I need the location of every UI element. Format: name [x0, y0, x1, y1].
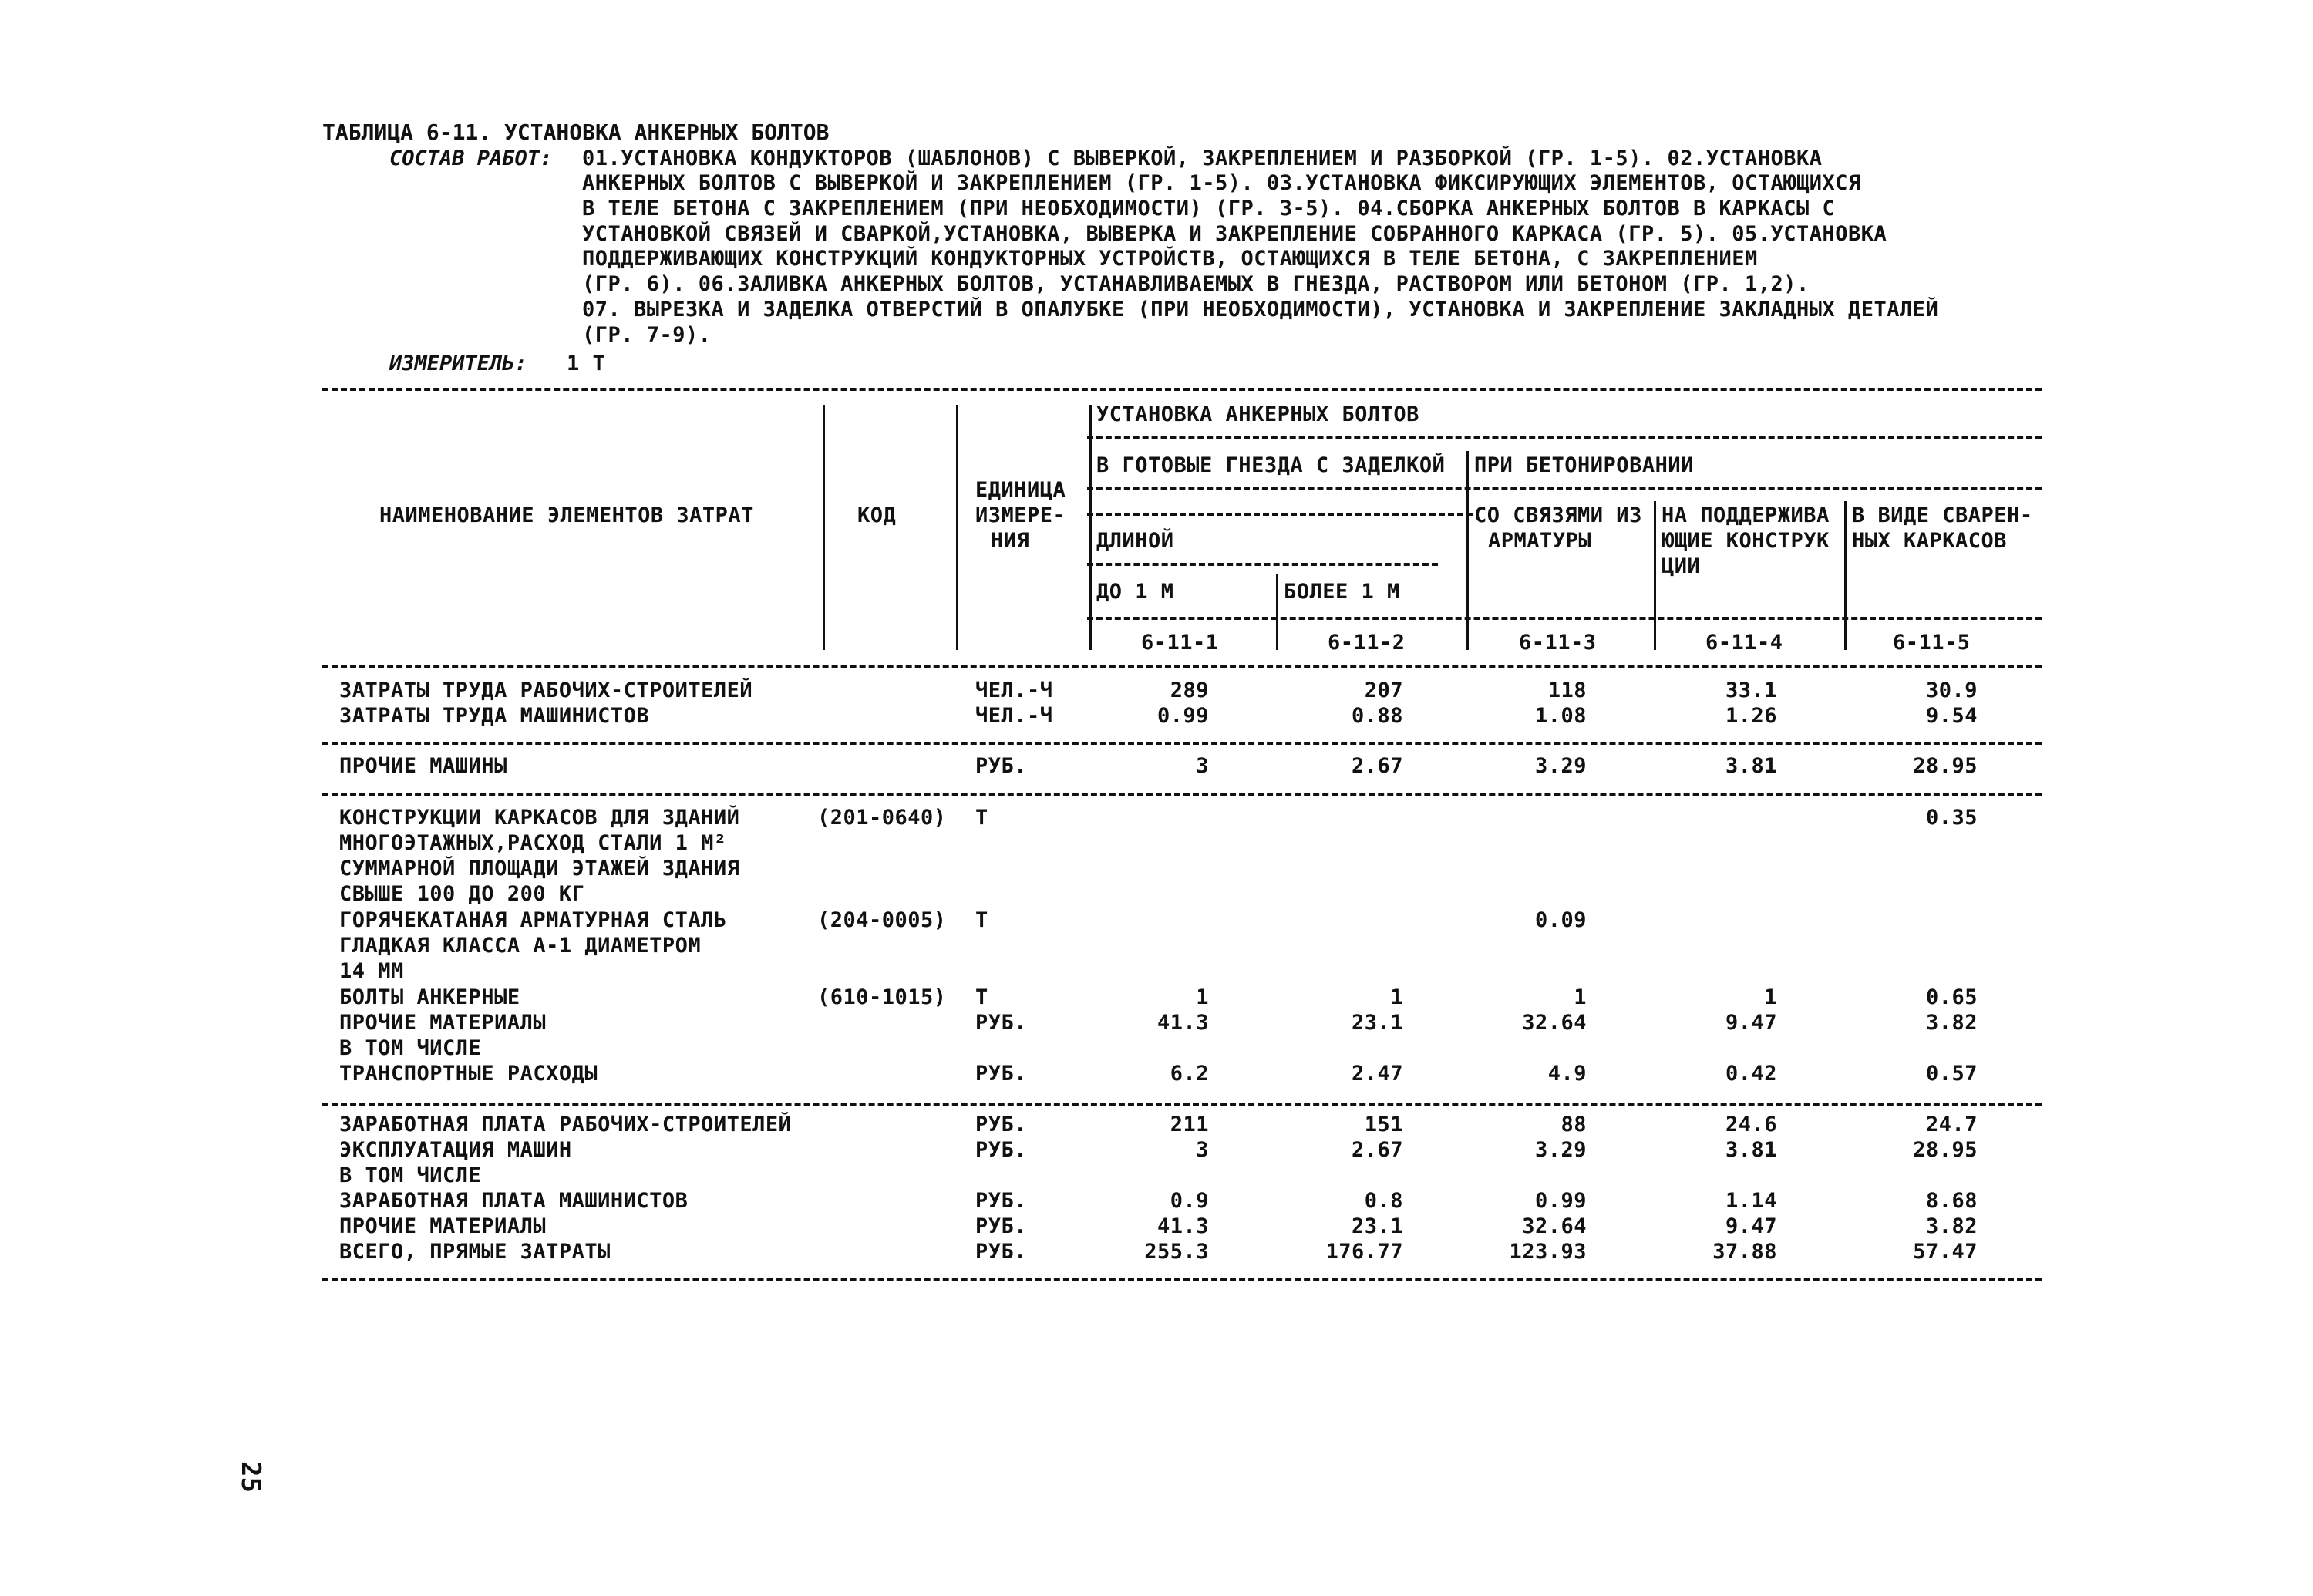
row-name: МНОГОЭТАЖНЫХ,РАСХОД СТАЛИ 1 М² [339, 831, 727, 855]
rule-upto [1087, 563, 1438, 566]
row-name: 14 ММ [339, 959, 404, 983]
rule-group [1087, 436, 2042, 439]
row-value: 24.6 [1725, 1113, 1777, 1136]
row-name: ЗАРАБОТНАЯ ПЛАТА РАБОЧИХ-СТРОИТЕЛЕЙ [339, 1113, 792, 1136]
composition-line: В ТЕЛЕ БЕТОНА С ЗАКРЕПЛЕНИЕМ (ПРИ НЕОБХОДИМОСТИ) (ГР. 3-5). 04.СБОРКА АНКЕРНЫХ БОЛТОВ В КАРКАСЫ С [582, 197, 1836, 221]
row-unit: РУБ. [975, 1240, 1028, 1264]
sep-code-unit [956, 405, 958, 650]
row-value: 4.9 [1547, 1062, 1587, 1086]
row-value: 0.35 [1925, 806, 1978, 830]
rule-len [1087, 513, 1473, 516]
row-value: 0.09 [1534, 908, 1587, 932]
row-value: 33.1 [1725, 678, 1777, 702]
header-code: КОД [857, 503, 897, 527]
row-value: 23.1 [1351, 1011, 1403, 1035]
row-value: 3.29 [1534, 754, 1587, 778]
composition-line: (ГР. 7-9). [582, 323, 712, 347]
row-name: ЗАТРАТЫ ТРУДА МАШИНИСТОВ [339, 704, 650, 728]
header-ties-1: СО СВЯЗЯМИ ИЗ [1474, 503, 1642, 527]
row-value: 88 [1561, 1113, 1587, 1136]
row-value: 2.67 [1351, 754, 1403, 778]
row-name: СУММАРНОЙ ПЛОЩАДИ ЭТАЖЕЙ ЗДАНИЯ [339, 857, 740, 880]
header-ready-nests: В ГОТОВЫЕ ГНЕЗДА С ЗАДЕЛКОЙ [1096, 453, 1446, 477]
row-value: 118 [1547, 678, 1587, 702]
header-unit-2: ИЗМЕРЕ- [975, 503, 1066, 527]
header-concreting: ПРИ БЕТОНИРОВАНИИ [1474, 453, 1694, 477]
header-support-1: НА ПОДДЕРЖИВА [1662, 503, 1830, 527]
row-value: 3.82 [1925, 1011, 1978, 1035]
row-unit: РУБ. [975, 1113, 1028, 1136]
rule-1 [322, 742, 2042, 745]
row-value: 0.99 [1156, 704, 1209, 728]
row-name: ВСЕГО, ПРЯМЫЕ ЗАТРАТЫ [339, 1240, 611, 1264]
row-name: ЗАТРАТЫ ТРУДА РАБОЧИХ-СТРОИТЕЛЕЙ [339, 678, 753, 702]
row-unit: РУБ. [975, 754, 1028, 778]
row-unit: Т [975, 908, 988, 932]
row-name: ПРОЧИЕ МАТЕРИАЛЫ [339, 1214, 547, 1238]
row-value: 1 [1196, 985, 1209, 1009]
row-value: 3 [1196, 1138, 1209, 1162]
row-name: КОНСТРУКЦИИ КАРКАСОВ ДЛЯ ЗДАНИЙ [339, 806, 740, 830]
composition-line: 01.УСТАНОВКА КОНДУКТОРОВ (ШАБЛОНОВ) С ВЫВЕРКОЙ, ЗАКРЕПЛЕНИЕМ И РАЗБОРКОЙ (ГР. 1-5). 02.УСТАНОВКА [582, 146, 1823, 170]
row-name: БОЛТЫ АНКЕРНЫЕ [339, 985, 520, 1009]
row-unit: РУБ. [975, 1214, 1028, 1238]
row-value: 0.9 [1170, 1189, 1209, 1213]
row-value: 0.88 [1351, 704, 1403, 728]
row-value: 0.65 [1925, 985, 1978, 1009]
row-value: 3.81 [1725, 1138, 1777, 1162]
row-value: 8.68 [1925, 1189, 1978, 1213]
rule-top [322, 388, 2042, 391]
header-code-4: 6-11-4 [1705, 631, 1783, 655]
row-value: 0.99 [1534, 1189, 1587, 1213]
row-value: 41.3 [1156, 1214, 1209, 1238]
row-name: В ТОМ ЧИСЛЕ [339, 1163, 482, 1187]
row-name: СВЫШЕ 100 ДО 200 КГ [339, 882, 585, 906]
header-ties-2: АРМАТУРЫ [1488, 529, 1592, 553]
sep-ties-support [1654, 501, 1656, 650]
row-value: 3.29 [1534, 1138, 1587, 1162]
header-group: УСТАНОВКА АНКЕРНЫХ БОЛТОВ [1096, 402, 1419, 426]
row-value: 0.8 [1364, 1189, 1403, 1213]
row-value: 9.47 [1725, 1011, 1777, 1035]
row-value: 9.54 [1925, 704, 1978, 728]
row-value: 0.57 [1925, 1062, 1978, 1086]
row-value: 9.47 [1725, 1214, 1777, 1238]
row-value: 211 [1170, 1113, 1209, 1136]
row-value: 1.26 [1725, 704, 1777, 728]
header-unit-1: ЕДИНИЦА [975, 478, 1066, 502]
row-unit: РУБ. [975, 1011, 1028, 1035]
row-unit: РУБ. [975, 1189, 1028, 1213]
row-value: 176.77 [1325, 1240, 1403, 1264]
row-name: ЭКСПЛУАТАЦИЯ МАШИН [339, 1138, 572, 1162]
rule-bottom [322, 1278, 2042, 1281]
header-code-5: 6-11-5 [1893, 631, 1971, 655]
row-name: ГОРЯЧЕКАТАНАЯ АРМАТУРНАЯ СТАЛЬ [339, 908, 727, 932]
row-value: 0.42 [1725, 1062, 1777, 1086]
row-unit: Т [975, 806, 988, 830]
composition-line: УСТАНОВКОЙ СВЯЗЕЙ И СВАРКОЙ,УСТАНОВКА, ВЫВЕРКА И ЗАКРЕПЛЕНИЕ СОБРАННОГО КАРКАСА (ГР. 5). 05.УСТАНОВКА [582, 222, 1887, 246]
header-length: ДЛИНОЙ [1096, 529, 1174, 553]
row-value: 57.47 [1913, 1240, 1978, 1264]
composition-line: 07. ВЫРЕЗКА И ЗАДЕЛКА ОТВЕРСТИЙ В ОПАЛУБКЕ (ПРИ НЕОБХОДИМОСТИ), УСТАНОВКА И ЗАКРЕПЛЕНИЕ ЗАКЛАДНЫХ ДЕТАЛЕЙ [582, 298, 1939, 322]
row-value: 3 [1196, 754, 1209, 778]
row-value: 30.9 [1925, 678, 1978, 702]
row-value: 1 [1390, 985, 1403, 1009]
header-over1: БОЛЕЕ 1 М [1284, 580, 1400, 604]
row-unit: РУБ. [975, 1062, 1028, 1086]
row-value: 1.08 [1534, 704, 1587, 728]
row-name: ПРОЧИЕ МАШИНЫ [339, 754, 507, 778]
row-name: ТРАНСПОРТНЫЕ РАСХОДЫ [339, 1062, 598, 1086]
row-value: 28.95 [1913, 1138, 1978, 1162]
header-support-2: ЮЩИЕ КОНСТРУК [1662, 529, 1830, 553]
row-name: ПРОЧИЕ МАТЕРИАЛЫ [339, 1011, 547, 1035]
row-code: (610-1015) [817, 985, 947, 1009]
sep-unit-group [1089, 405, 1092, 650]
header-unit-3: НИЯ [991, 529, 1030, 553]
row-value: 6.2 [1170, 1062, 1209, 1086]
rule-header-bottom [322, 665, 2042, 668]
row-value: 2.67 [1351, 1138, 1403, 1162]
rule-3 [322, 1103, 2042, 1106]
row-value: 1 [1764, 985, 1777, 1009]
row-code: (201-0640) [817, 806, 947, 830]
measure-value: 1 Т [567, 352, 606, 375]
row-value: 123.93 [1509, 1240, 1587, 1264]
row-code: (204-0005) [817, 908, 947, 932]
header-code-1: 6-11-1 [1141, 631, 1219, 655]
header-name: НАИМЕНОВАНИЕ ЭЛЕМЕНТОВ ЗАТРАТ [379, 503, 754, 527]
sep-upto-over [1276, 574, 1278, 650]
sep-name-code [823, 405, 825, 650]
sep-ready-conc [1466, 451, 1469, 650]
row-value: 32.64 [1522, 1011, 1587, 1035]
row-value: 151 [1364, 1113, 1403, 1136]
row-value: 2.47 [1351, 1062, 1403, 1086]
header-upto1: ДО 1 М [1096, 580, 1174, 604]
composition-label: СОСТАВ РАБОТ: [389, 146, 553, 170]
row-value: 28.95 [1913, 754, 1978, 778]
row-value: 3.82 [1925, 1214, 1978, 1238]
header-welded-2: НЫХ КАРКАСОВ [1852, 529, 2008, 553]
composition-line: АНКЕРНЫХ БОЛТОВ С ВЫВЕРКОЙ И ЗАКРЕПЛЕНИЕМ (ГР. 1-5). 03.УСТАНОВКА ФИКСИРУЮЩИХ ЭЛЕМЕНТОВ, ОСТАЮЩИХСЯ [582, 171, 1861, 195]
row-value: 1.14 [1725, 1189, 1777, 1213]
header-code-3: 6-11-3 [1519, 631, 1597, 655]
sep-support-welded [1844, 501, 1847, 650]
header-support-3: ЦИИ [1662, 554, 1701, 578]
row-value: 23.1 [1351, 1214, 1403, 1238]
rule-sub [1087, 487, 2042, 490]
row-value: 37.88 [1712, 1240, 1777, 1264]
row-value: 3.81 [1725, 754, 1777, 778]
page-number: 25 [235, 1461, 266, 1493]
composition-line: (ГР. 6). 06.ЗАЛИВКА АНКЕРНЫХ БОЛТОВ, УСТАНАВЛИВАЕМЫХ В ГНЕЗДА, РАСТВОРОМ ИЛИ БЕТОНОМ (ГР. 1,2). [582, 272, 1810, 296]
row-value: 41.3 [1156, 1011, 1209, 1035]
row-unit: ЧЕЛ.-Ч [975, 704, 1053, 728]
row-name: ГЛАДКАЯ КЛАССА А-1 ДИАМЕТРОМ [339, 934, 702, 958]
measure-label: ИЗМЕРИТЕЛЬ: [389, 352, 527, 375]
row-value: 1 [1574, 985, 1587, 1009]
composition-line: ПОДДЕРЖИВАЮЩИХ КОНСТРУКЦИЙ КОНДУКТОРНЫХ УСТРОЙСТВ, ОСТАЮЩИХСЯ В ТЕЛЕ БЕТОНА, С ЗАКРЕПЛЕНИЕМ [582, 247, 1758, 271]
rule-codes [1087, 617, 2042, 620]
row-value: 24.7 [1925, 1113, 1978, 1136]
row-unit: РУБ. [975, 1138, 1028, 1162]
row-value: 207 [1364, 678, 1403, 702]
row-name: В ТОМ ЧИСЛЕ [339, 1036, 482, 1060]
row-unit: Т [975, 985, 988, 1009]
row-name: ЗАРАБОТНАЯ ПЛАТА МАШИНИСТОВ [339, 1189, 689, 1213]
row-value: 32.64 [1522, 1214, 1587, 1238]
header-welded-1: В ВИДЕ СВАРЕН- [1852, 503, 2033, 527]
row-unit: ЧЕЛ.-Ч [975, 678, 1053, 702]
rule-2 [322, 793, 2042, 796]
table-title: ТАБЛИЦА 6-11. УСТАНОВКА АНКЕРНЫХ БОЛТОВ [322, 120, 830, 145]
header-code-2: 6-11-2 [1328, 631, 1406, 655]
row-value: 255.3 [1144, 1240, 1209, 1264]
row-value: 289 [1170, 678, 1209, 702]
